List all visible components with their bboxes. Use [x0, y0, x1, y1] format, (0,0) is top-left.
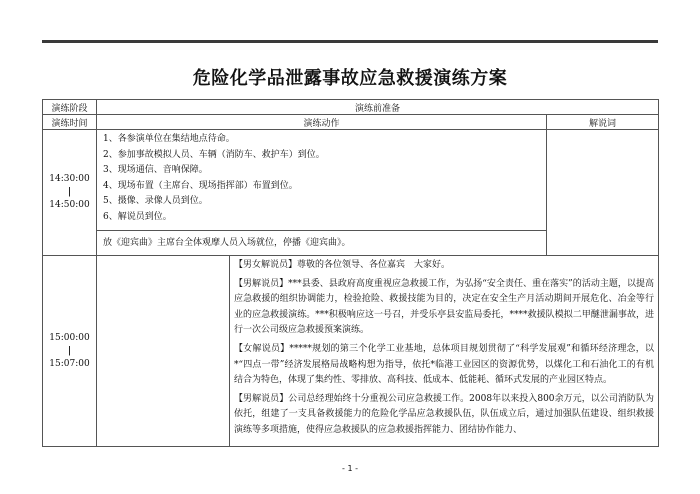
document-title: 危险化学品泄露事故应急救援演练方案	[192, 68, 508, 89]
action-item: 3、现场通信、音响保障。	[103, 165, 208, 176]
action-item: 1、各参演单位在集结地点待命。	[103, 134, 235, 144]
action-item: 2、参加事故模拟人员、车辆（消防车、救护车）到位。	[103, 149, 325, 160]
row-2-time	[43, 256, 97, 447]
guest-entry-text: 放《迎宾曲》主席台全体观摩人员入场就位，停播《迎宾曲》。	[97, 231, 547, 256]
header-row	[43, 115, 659, 130]
page-number: - 1 -	[342, 464, 358, 473]
stage-value: 演练前准备	[97, 100, 659, 115]
row-2-time-start: 15:00:00	[49, 332, 90, 343]
row-2-time-end: 15:07:00	[49, 358, 90, 369]
row-1-actions	[97, 130, 547, 231]
narration-paragraph: 【男解说员】***县委、县政府高度重视应急救援工作，为弘扬“安全责任、重在落实”的活动主题，以提高应急救援的组织协调能力，检验抢险、救援技能为目的，决定在安全生产月活动期间开展危化、冶金等行业的应急救援演练。***积极响应这一号召，并受乐亭县安监局委托，****救援队模拟二甲醚泄漏事故，进行一次公司级应急救援预案演练。	[234, 278, 655, 336]
narration-paragraph: 【男女解说员】尊敬的各位领导、各位嘉宾 大家好。	[234, 260, 451, 270]
stage-label: 演练阶段	[43, 100, 97, 115]
header-narration: 解说词	[547, 115, 659, 130]
narration-paragraph: 【男解说员】公司总经理始终十分重视公司应急救援工作。2008年以来投入800余万元，以公司消防队为依托，组建了一支具备救援能力的危险化学品应急救援队伍，队伍成立后，通过加强队伍建设、组织救援演练等多项措施，使得应急救援队的应急救援指挥能力、团结协作能力、	[234, 393, 655, 435]
row-1-time-separator: |	[67, 187, 72, 197]
row-2-action	[97, 256, 230, 447]
row-2	[43, 256, 659, 447]
row-1	[43, 130, 659, 231]
header-action: 演练动作	[97, 115, 547, 130]
row-1-time-end: 14:50:00	[49, 200, 90, 210]
row-1-narration	[547, 130, 659, 256]
row-2-narration	[230, 256, 659, 447]
narration-paragraph: 【女解说员】*****规划的第三个化学工业基地，总体项目规划贯彻了“科学发展观”和循环经济理念，以*“四点一带”经济发展格局战略构想为指导，依托*临港工业园区的资源优势，以煤化工和石油化工的有机结合为特色，体现了集约性、零排放、高科技、低成本、低能耗、循环式发展的产业园区特点。	[234, 343, 655, 386]
action-item: 5、摄像、录像人员到位。	[103, 196, 208, 207]
top-rule	[42, 40, 658, 43]
row-1-time-start: 14:30:00	[49, 174, 90, 184]
row-2-time-separator: |	[67, 345, 72, 356]
action-item: 4、现场布置（主席台、现场指挥部）布置到位。	[103, 180, 298, 191]
row-1-time	[43, 130, 97, 256]
action-item: 6、解说员到位。	[103, 211, 172, 222]
header-time: 演练时间	[43, 115, 97, 130]
drill-plan-table	[42, 99, 659, 447]
stage-row	[43, 100, 659, 115]
